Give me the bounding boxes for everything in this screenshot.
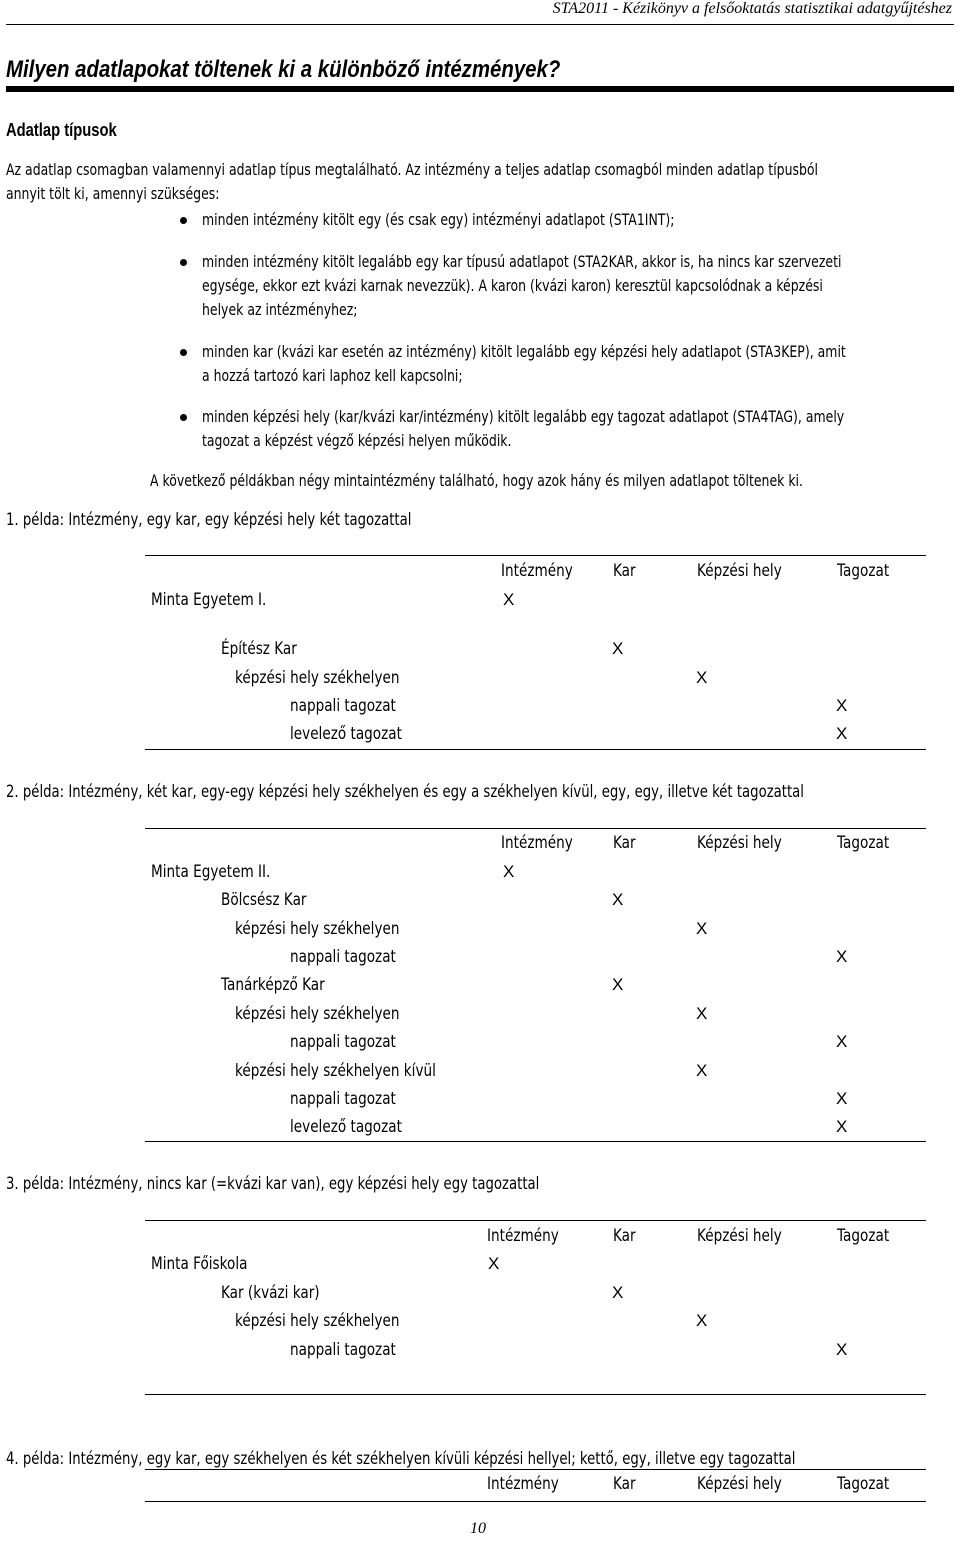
checkmark-x: X	[836, 1089, 848, 1108]
checkmark-x: X	[836, 947, 848, 966]
bullet-line: minden intézmény kitölt egy (és csak egy) intézményi adatlapot (STA1INT);	[202, 210, 675, 229]
checkmark-x: X	[503, 590, 515, 609]
example-caption: 1. példa: Intézmény, egy kar, egy képzési hely két tagozattal	[6, 510, 412, 530]
page-number: 10	[470, 1520, 486, 1537]
column-header: Tagozat	[837, 1474, 890, 1494]
table-row-label: nappali tagozat	[290, 1032, 396, 1052]
checkmark-x: X	[696, 919, 708, 938]
column-header: Intézmény	[487, 1226, 559, 1246]
checkmark-x: X	[696, 668, 708, 687]
column-header: Képzési hely	[697, 1226, 782, 1246]
checkmark-x: X	[696, 1061, 708, 1080]
checkmark-x: X	[836, 724, 848, 743]
table-row-label: képzési hely székhelyen	[235, 668, 400, 688]
column-header: Tagozat	[837, 833, 890, 853]
bullet-line: egysége, ekkor ezt kvázi karnak nevezzük). A karon (kvázi karon) keresztül kapcsolódnak a képzési	[202, 276, 823, 295]
bullet-line: minden intézmény kitölt legalább egy kar típusú adatlapot (STA2KAR, akkor is, ha nincs kar szervezeti	[202, 252, 842, 271]
bullet-icon	[180, 414, 187, 421]
column-header: Képzési hely	[697, 561, 782, 581]
table-bottom-rule	[145, 749, 926, 750]
bullet-line: tagozat a képzést végző képzési helyen működik.	[202, 431, 512, 450]
column-header: Képzési hely	[697, 833, 782, 853]
column-header: Intézmény	[501, 561, 573, 581]
table-row-label: levelező tagozat	[290, 724, 402, 744]
checkmark-x: X	[836, 1117, 848, 1136]
column-header: Képzési hely	[697, 1474, 782, 1494]
table-row-label: levelező tagozat	[290, 1117, 402, 1137]
section-title: Adatlap típusok	[6, 120, 117, 140]
column-header: Kar	[613, 1226, 636, 1246]
table-row-label: nappali tagozat	[290, 1089, 396, 1109]
page-title: Milyen adatlapokat töltenek ki a különböző intézmények?	[6, 56, 561, 83]
checkmark-x: X	[612, 890, 624, 909]
checkmark-x: X	[836, 696, 848, 715]
table-row-label: képzési hely székhelyen	[235, 919, 400, 939]
table-row-label: Építész Kar	[221, 639, 297, 659]
example-caption: 2. példa: Intézmény, két kar, egy-egy képzési hely székhelyen és egy a székhelyen kívül, egy, egy, illetve két tagozattal	[6, 782, 805, 802]
checkmark-x: X	[696, 1311, 708, 1330]
example-caption: 3. példa: Intézmény, nincs kar (=kvázi kar van), egy képzési hely egy tagozattal	[6, 1174, 540, 1194]
table-bottom-rule	[145, 1501, 926, 1502]
bullet-line: minden képzési hely (kar/kvázi kar/intézmény) kitölt legalább egy tagozat adatlapot (STA4TAG), amely	[202, 407, 845, 426]
caption-underline	[145, 1469, 926, 1470]
header-rule	[6, 24, 954, 25]
checkmark-x: X	[612, 975, 624, 994]
table-bottom-rule	[145, 1394, 926, 1395]
checkmark-x: X	[612, 639, 624, 658]
table-top-rule	[145, 1220, 926, 1221]
table-row-label: Bölcsész Kar	[221, 890, 307, 910]
checkmark-x: X	[488, 1254, 500, 1273]
bullet-line: a hozzá tartozó kari laphoz kell kapcsolni;	[202, 366, 463, 385]
table-top-rule	[145, 555, 926, 556]
column-header: Kar	[613, 561, 636, 581]
checkmark-x: X	[696, 1004, 708, 1023]
bullet-icon	[180, 217, 187, 224]
column-header: Kar	[613, 1474, 636, 1494]
checkmark-x: X	[612, 1283, 624, 1302]
column-header: Tagozat	[837, 561, 890, 581]
bullet-icon	[180, 259, 187, 266]
column-header: Kar	[613, 833, 636, 853]
table-row-label: nappali tagozat	[290, 1340, 396, 1360]
checkmark-x: X	[836, 1340, 848, 1359]
example-caption: 4. példa: Intézmény, egy kar, egy székhelyen és két székhelyen kívüli képzési hellyel; kettő, egy, illetve egy tagozattal	[6, 1449, 796, 1469]
table-row-label: Tanárképző Kar	[221, 975, 325, 995]
table-row-label: képzési hely székhelyen	[235, 1004, 400, 1024]
checkmark-x: X	[503, 862, 515, 881]
table-row-label: Kar (kvázi kar)	[221, 1283, 320, 1303]
bullet-line: minden kar (kvázi kar esetén az intézmény) kitölt legalább egy képzési hely adatlapot (STA3KEP), amit	[202, 342, 846, 361]
title-rule	[6, 86, 954, 92]
table-bottom-rule	[145, 1141, 926, 1142]
table-row-label: Minta Egyetem I.	[151, 590, 267, 610]
table-row-label: nappali tagozat	[290, 696, 396, 716]
column-header: Intézmény	[487, 1474, 559, 1494]
table-row-label: Minta Egyetem II.	[151, 862, 271, 882]
bullet-icon	[180, 349, 187, 356]
column-header: Intézmény	[501, 833, 573, 853]
bullet-line: helyek az intézményhez;	[202, 300, 358, 319]
checkmark-x: X	[836, 1032, 848, 1051]
table-row-label: nappali tagozat	[290, 947, 396, 967]
intro-line-2: annyit tölt ki, amennyi szükséges:	[6, 184, 220, 203]
table-row-label: Minta Főiskola	[151, 1254, 248, 1274]
intro-line-1: Az adatlap csomagban valamennyi adatlap típus megtalálható. Az intézmény a teljes adatlap csomagból minden adatlap típusból	[6, 160, 819, 179]
followup-text: A következő példákban négy mintaintézmény található, hogy azok hány és milyen adatlapot töltenek ki.	[150, 471, 803, 490]
table-row-label: képzési hely székhelyen kívül	[235, 1061, 436, 1081]
table-row-label: képzési hely székhelyen	[235, 1311, 400, 1331]
column-header: Tagozat	[837, 1226, 890, 1246]
running-header: STA2011 - Kézikönyv a felsőoktatás statisztikai adatgyűjtéshez	[552, 0, 952, 17]
table-top-rule	[145, 828, 926, 829]
